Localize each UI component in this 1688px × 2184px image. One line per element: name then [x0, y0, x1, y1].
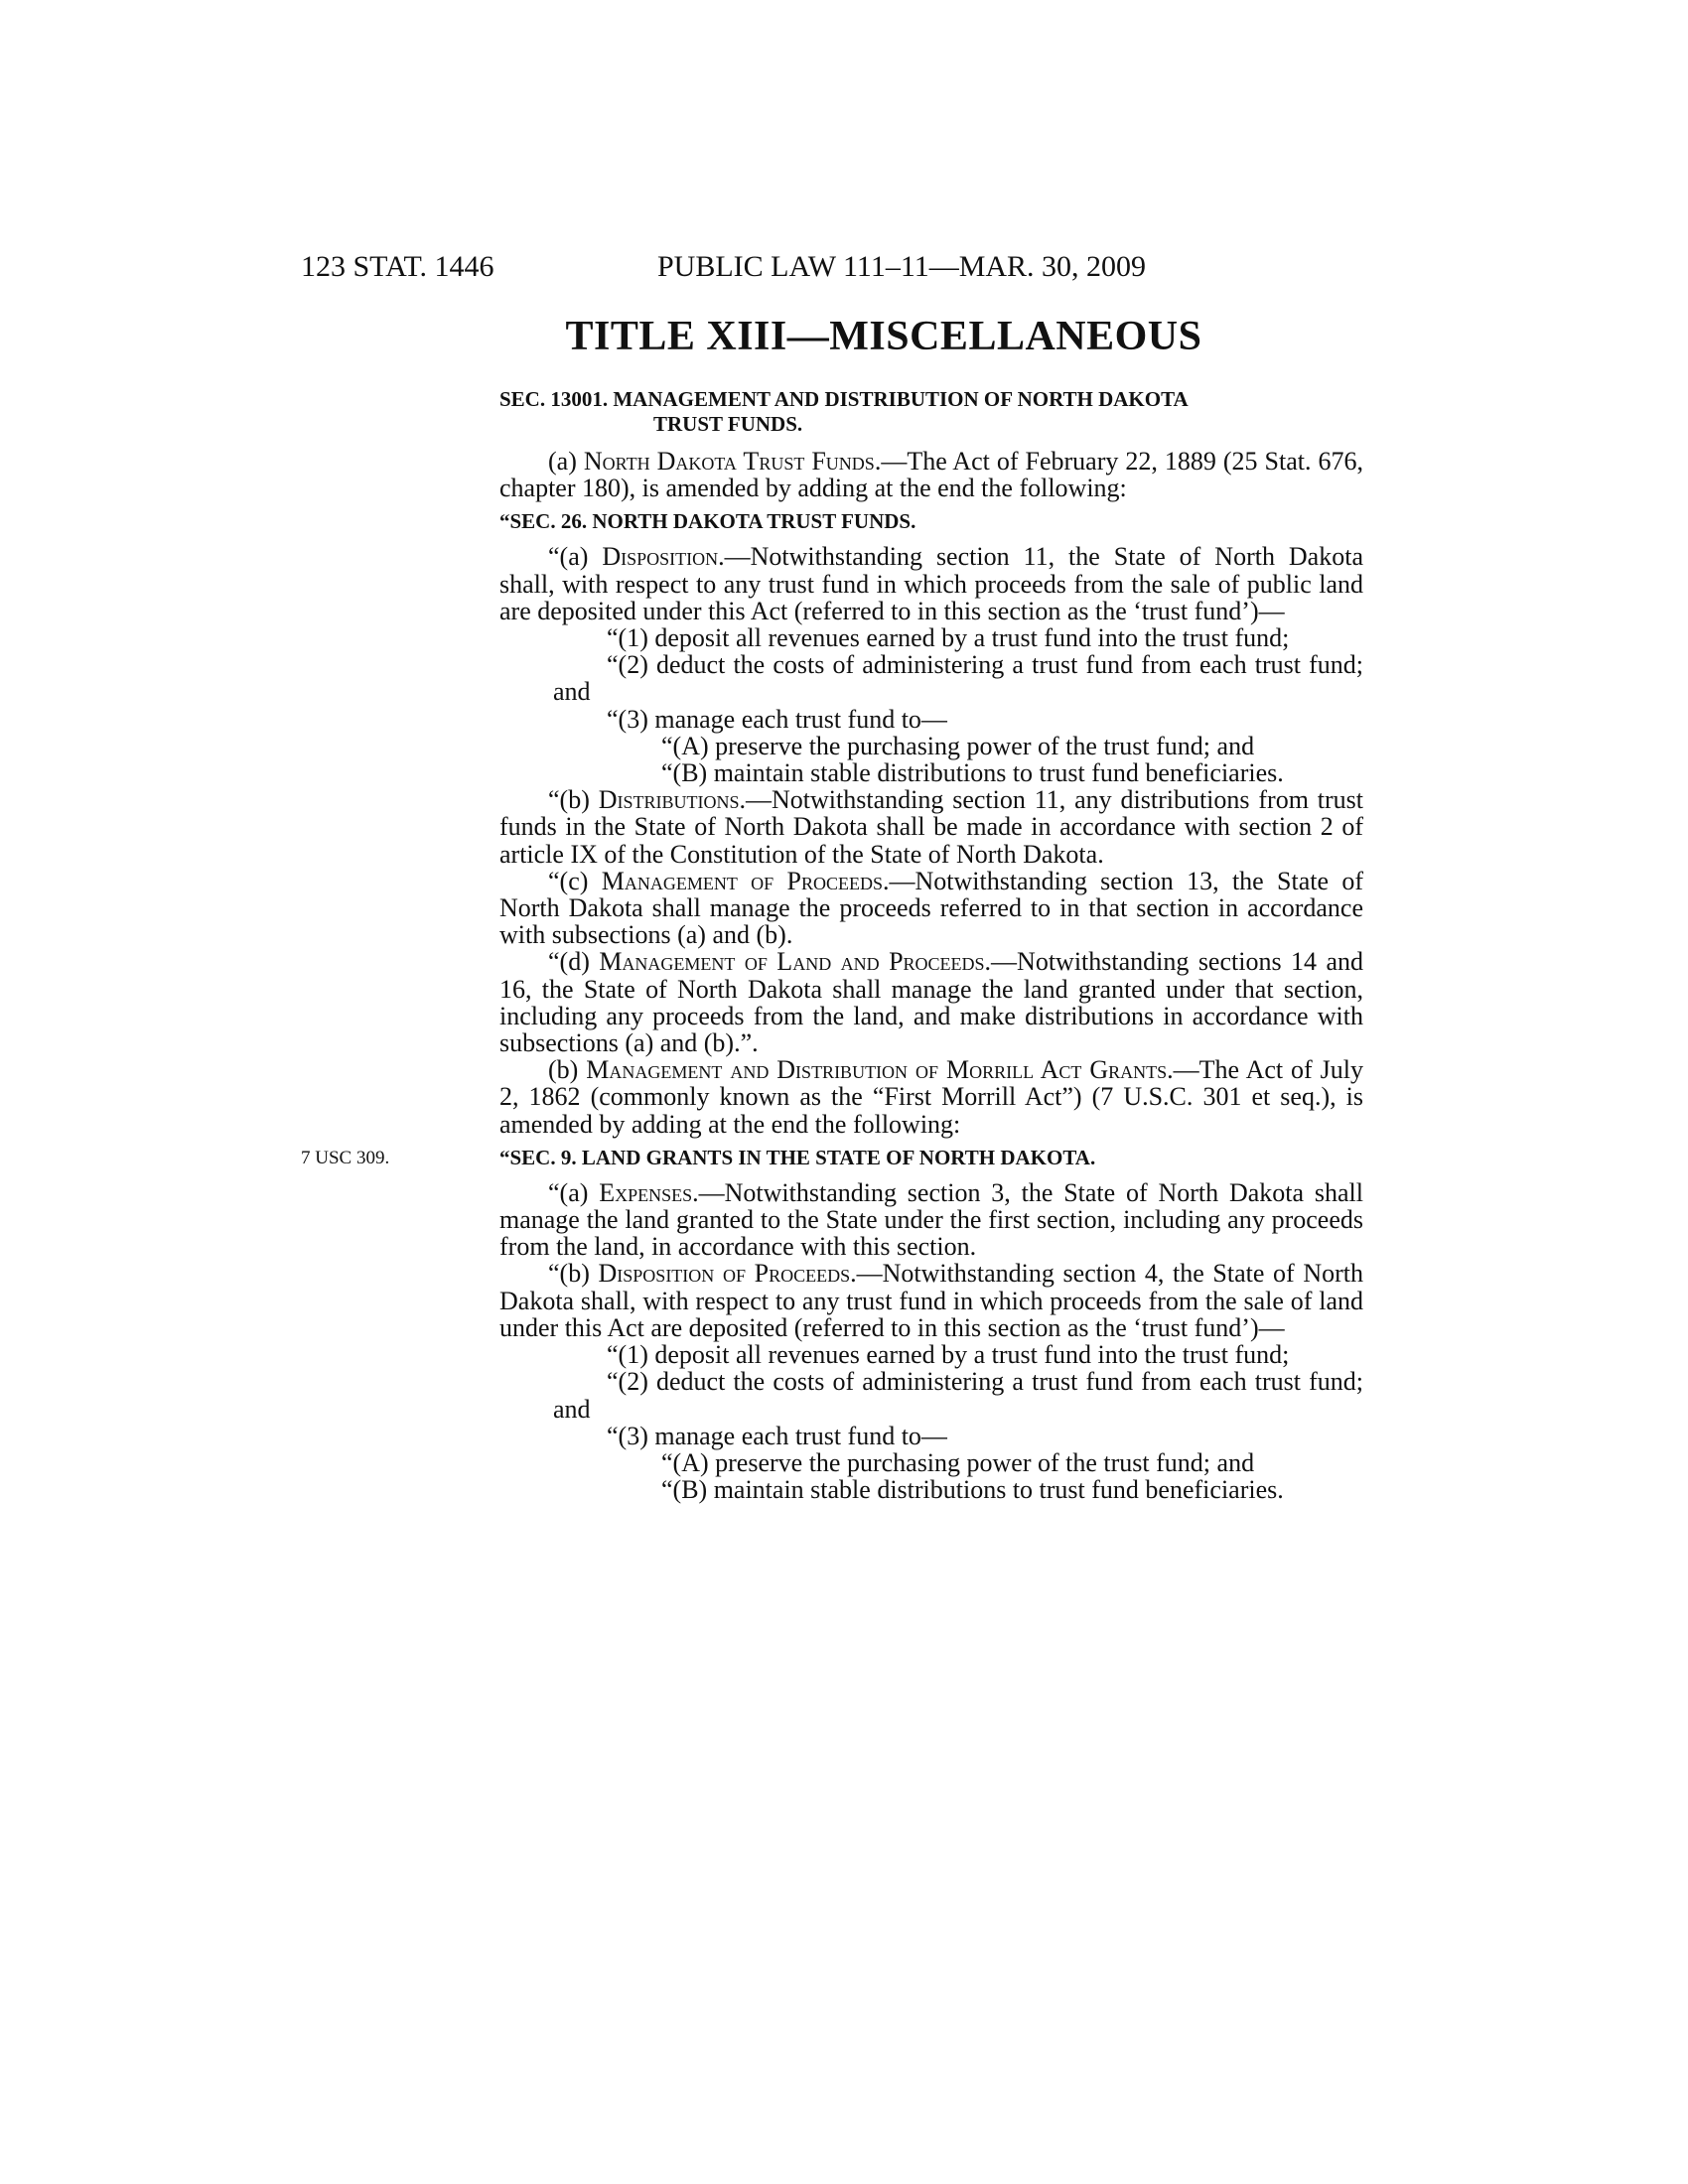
page-header: [0, 250, 1688, 290]
sec26-a-3-B: “(B) maintain stable distributions to trust fund beneficiaries.: [661, 758, 1284, 788]
sec9-b-1: “(1) deposit all revenues earned by a trust fund into the trust fund;: [607, 1340, 1290, 1370]
stat-citation: 123 STAT. 1446: [301, 250, 494, 283]
paragraph-b: (b) Management and Distribution of Morrill Act Grants.—The Act of July 2, 1862 (commonly known as the “First Morrill Act”) (7 U.S.C. 301 et seq.), is amended by adding at the end the following:: [499, 1055, 1364, 1139]
sec9-heading: “SEC. 9. LAND GRANTS IN THE STATE OF NORTH DAKOTA.: [499, 1145, 1096, 1169]
sec9-b: “(b) Disposition of Proceeds.—Notwithstanding section 4, the State of North Dakota shall, with respect to any trust fund in which proceeds from the sale of land under this Act are deposited (referred to in this section as the ‘trust fund’)—: [499, 1259, 1364, 1342]
sec9-b-3-B: “(B) maintain stable distributions to trust fund beneficiaries.: [661, 1475, 1284, 1505]
sec9-b-2: “(2) deduct the costs of administering a trust fund from each trust fund; and: [553, 1367, 1363, 1424]
sec26-a-3-A: “(A) preserve the purchasing power of the trust fund; and: [661, 731, 1255, 760]
sec26-a-3: “(3) manage each trust fund to—: [607, 704, 947, 734]
paragraph-a: (a) North Dakota Trust Funds.—The Act of February 22, 1889 (25 Stat. 676, chapter 180), is amended by adding at the end the following:: [499, 447, 1364, 503]
document-body: [499, 387, 1363, 1503]
section-heading: SEC. 13001. MANAGEMENT AND DISTRIBUTION OF NORTH DAKOTA TRUST FUNDS.: [499, 387, 1189, 436]
sec26-heading: “SEC. 26. NORTH DAKOTA TRUST FUNDS.: [499, 509, 916, 534]
sec26-b: “(b) Distributions.—Notwithstanding section 11, any distributions from trust funds in the State of North Dakota shall be made in accordance with section 2 of article IX of the Constitution of the State of North Dakota.: [499, 785, 1364, 869]
sec26-c: “(c) Management of Proceeds.—Notwithstanding section 13, the State of North Dakota shall manage the proceeds referred to in that section in accordance with subsections (a) and (b).: [499, 866, 1363, 950]
sec9-b-3: “(3) manage each trust fund to—: [607, 1421, 947, 1450]
sec9-a: “(a) Expenses.—Notwithstanding section 3, the State of North Dakota shall manage the land granted to the State under the first section, including any proceeds from the land, in accordance with this section.: [499, 1177, 1363, 1262]
sec26-a: “(a) Disposition.—Notwithstanding section 11, the State of North Dakota shall, with respect to any trust fund in which proceeds from the sale of public land are deposited under this Act (referred to in this section as the ‘trust fund’)—: [499, 542, 1363, 625]
sec26-d: “(d) Management of Land and Proceeds.—Notwithstanding sections 14 and 16, the State of North Dakota shall manage the land granted under that section, including any proceeds from the land, and make distributions in accordance with subsections (a) and (b).”.: [499, 947, 1364, 1058]
title-heading: TITLE XIII—MISCELLANEOUS: [565, 314, 1202, 359]
sec26-a-2: “(2) deduct the costs of administering a trust fund from each trust fund; and: [553, 650, 1363, 707]
sec26-a-1: “(1) deposit all revenues earned by a trust fund into the trust fund;: [607, 623, 1290, 653]
margin-note-usc: 7 USC 309.: [301, 1147, 390, 1168]
public-law-citation: PUBLIC LAW 111–11—MAR. 30, 2009: [657, 250, 1147, 283]
sec9-b-3-A: “(A) preserve the purchasing power of the trust fund; and: [661, 1447, 1255, 1477]
